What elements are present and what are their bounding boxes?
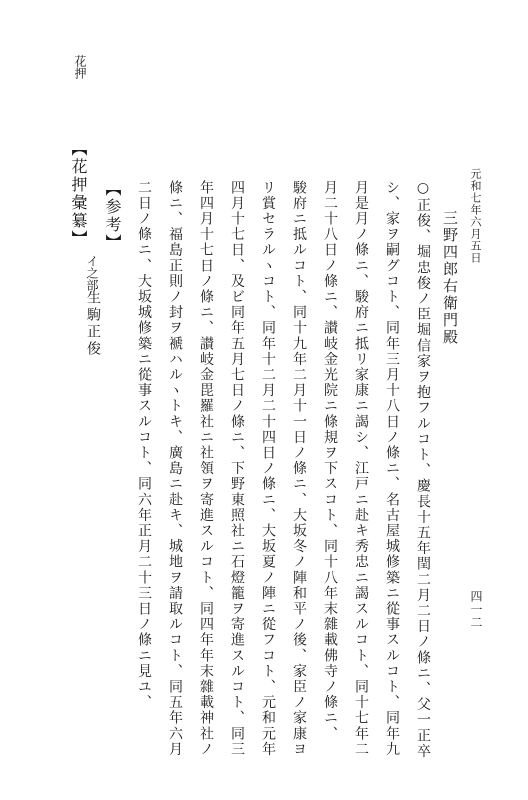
addressee: 三野四郎右衛門殿	[441, 210, 459, 346]
reference-label: 【参考】	[103, 180, 122, 252]
running-title: 元和七年六月五日	[469, 168, 482, 264]
body-line-7: 四月十七日、及ビ同年五月七日ノ條ニ、下野東照社ニ石燈籠ヲ寄進スルコト、同三	[229, 180, 245, 758]
seal-label: 花押	[73, 55, 87, 79]
body-line-3: 月是月ノ條ニ、駿府ニ抵リ家康ニ謁シ、江戸ニ赴キ秀忠ニ謁スルコト、同十七年二	[353, 180, 369, 758]
page-number: 四一二	[469, 590, 483, 629]
body-line-1: ○正俊、堀忠俊ノ臣堀信家ヲ抱フルコト、慶長十五年閏二月二日ノ條ニ、父一正卒	[415, 180, 431, 760]
body-line-6: リ賞セラルヽコト、同年十二月二十四日ノ條ニ、大坂夏ノ陣ニ從フコト、元和元年	[260, 180, 276, 758]
body-line-2: シ、家ヲ嗣グコト、同年三月十八日ノ條ニ、名古屋城修築ニ從事スルコト、同年九	[384, 180, 400, 758]
body-line-4: 月二十八日ノ條ニ、讃岐金光院ニ條規ヲ下スコト、同十八年末雜載佛寺ノ條ニ、	[322, 180, 338, 742]
reference-section: イ之部	[85, 255, 99, 291]
reference-name: 生駒正俊	[85, 290, 101, 358]
body-line-8: 年四月十七日ノ條ニ、讃岐金毘羅社ニ社領ヲ寄進スルコト、同四年年末雜載神社ノ	[198, 180, 214, 758]
reference-source: 【花押彙纂】	[69, 140, 88, 248]
body-line-5: 駿府ニ抵ルコト、同十九年二月十一日ノ條ニ、大坂冬ノ陣和平ノ後、家臣ノ家康ヨ	[291, 180, 307, 758]
body-line-10: 二日ノ條ニ、大坂城修築ニ從事スルコト、同六年正月二十三日ノ條ニ見ユ、	[136, 180, 152, 711]
body-line-9: 條ニ、福島正則ノ封ヲ褫ハルヽトキ、廣島ニ赴キ、城地ヲ請取ルコト、同五年六月	[167, 180, 183, 758]
